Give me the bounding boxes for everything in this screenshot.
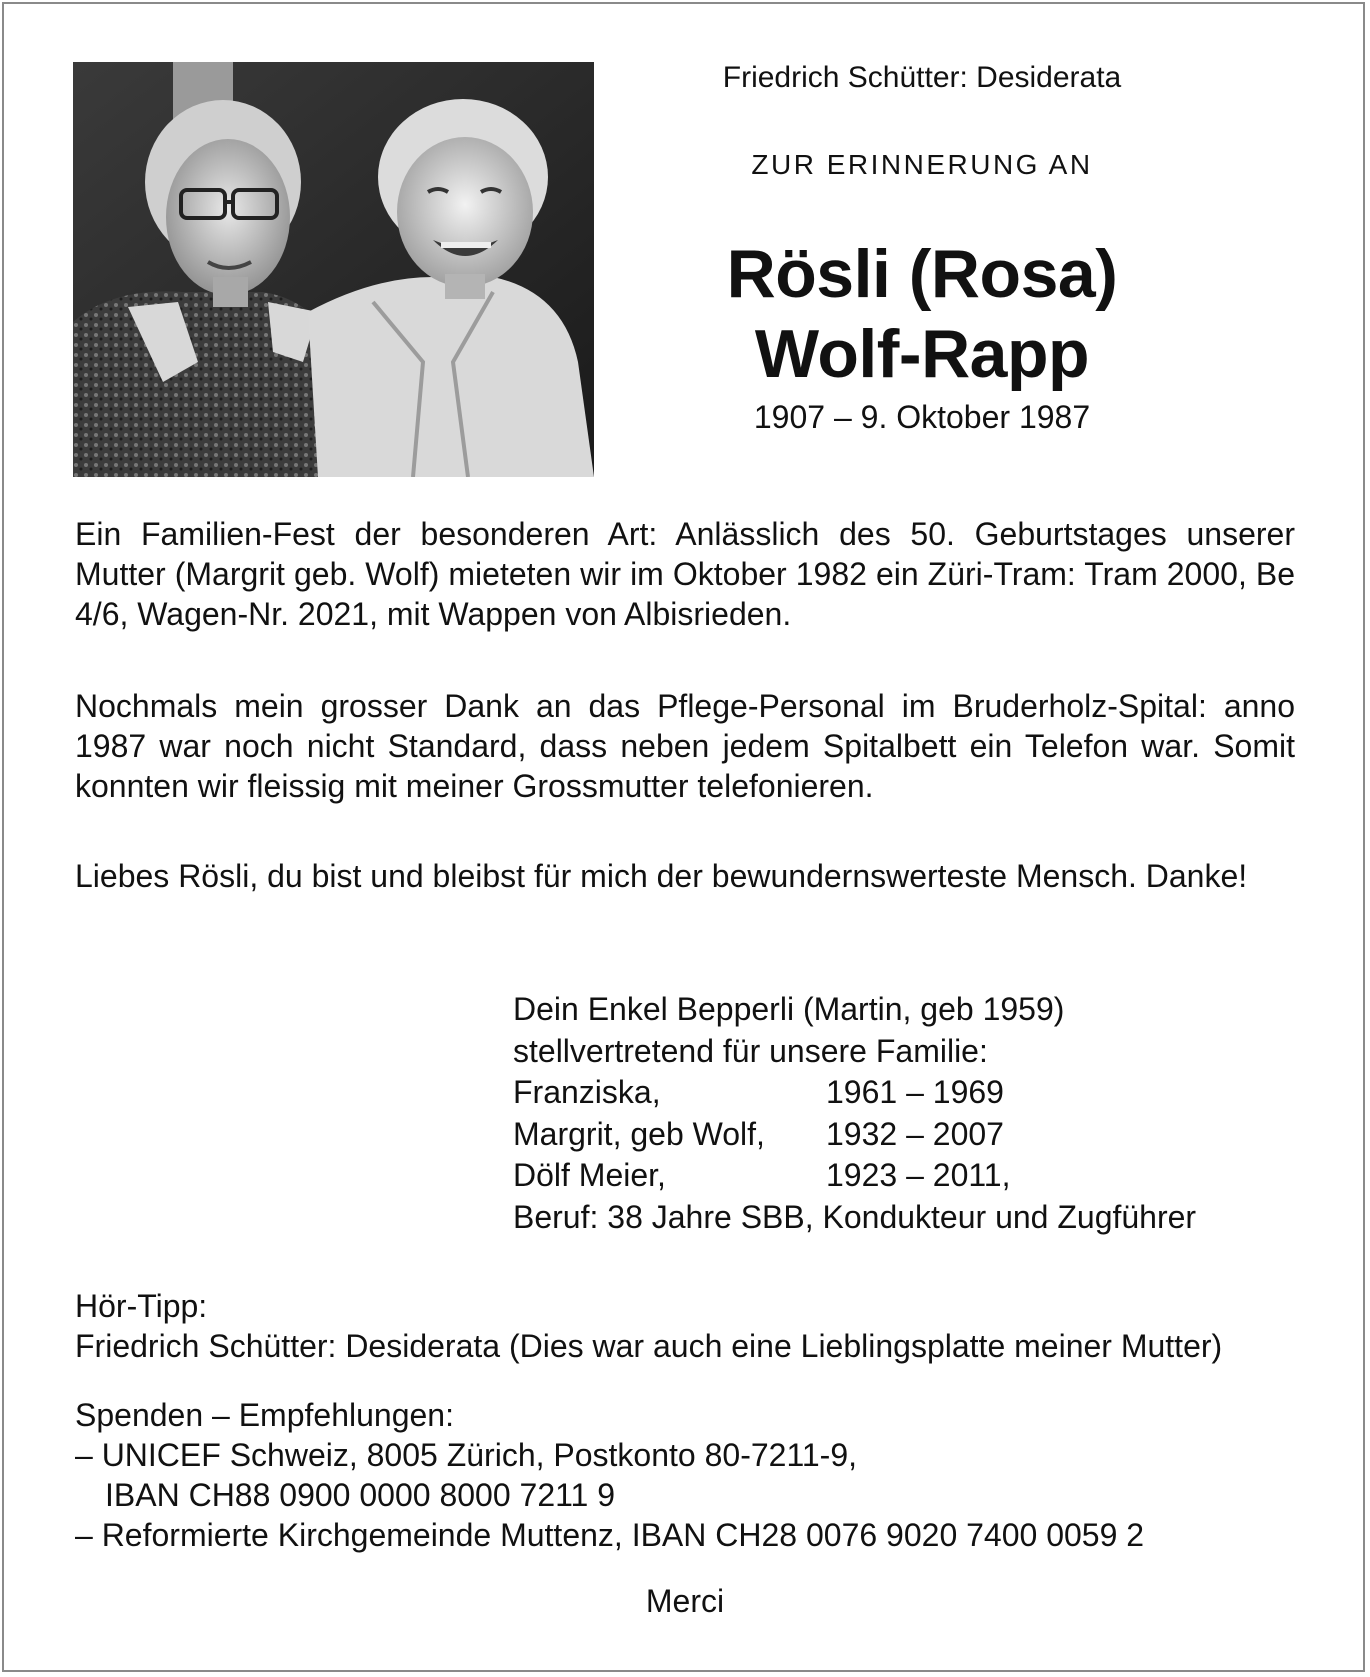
deceased-name [630, 234, 1214, 394]
listening-tip-text: Friedrich Schütter: Desiderata (Dies war auch eine Lieblingsplatte meiner Mutter) [75, 1328, 1223, 1364]
family-member-years: 1932 – 2007 [826, 1115, 1004, 1152]
donation-unicef-iban: IBAN CH88 0900 0000 8000 7211 9 [105, 1477, 616, 1513]
donation-church: – Reformierte Kirchgemeinde Muttenz, IBAN CH28 0076 9020 7400 0059 2 [75, 1517, 1145, 1553]
paragraph-dedication: Liebes Rösli, du bist und bleibst für mich der bewundernswerteste Mensch. Danke! [75, 858, 1248, 894]
paragraph-family-fest: Ein Familien-Fest der besonderen Art: Anlässlich des 50. Geburtstages unserer Mutter (Margrit geb. Wolf) mieteten wir im Oktober 1982 ein Züri-Tram: Tram 2000, Be 4/6, Wagen-Nr. 2021, mit Wappen von Albisrieden. [75, 516, 1295, 632]
family-member-years: 1961 – 1969 [826, 1074, 1004, 1110]
family-member-name: Franziska, [513, 1074, 661, 1110]
donation-unicef: – UNICEF Schweiz, 8005 Zürich, Postkonto 80-7211-9, [75, 1437, 857, 1473]
life-dates: 1907 – 9. Oktober 1987 [753, 399, 1091, 435]
header-subtitle: Friedrich Schütter: Desiderata [722, 61, 1122, 94]
signature-line1: Dein Enkel Bepperli (Martin, geb 1959) [513, 991, 1065, 1027]
family-member-name: Margrit, geb Wolf, [513, 1115, 765, 1152]
donations-label: Spenden – Empfehlungen: [75, 1397, 454, 1433]
donations [75, 1395, 1315, 1555]
header-remember: ZUR ERINNERUNG AN [751, 149, 1093, 180]
closing-merci: Merci [645, 1583, 725, 1619]
portrait-photo [73, 62, 594, 477]
family-member-row [513, 1155, 1313, 1197]
signature-line2: stellvertretend für unsere Familie: [513, 1032, 988, 1069]
signature-block [513, 989, 1313, 1238]
family-member-name: Dölf Meier, [513, 1157, 666, 1193]
family-member-years: 1923 – 2011, [826, 1157, 1011, 1193]
family-member-row [513, 1072, 1313, 1114]
paragraph-thanks: Nochmals mein grosser Dank an das Pflege-Personal im Bruderholz-Spital: anno 1987 war noch nicht Standard, dass neben jedem Spitalbett ein Telefon war. Somit konnten wir fleissig mit meiner Grossmutter telefonieren. [75, 688, 1295, 804]
family-member-row [513, 1114, 1313, 1156]
portrait-photo-image [73, 62, 594, 477]
listening-tip [75, 1286, 1315, 1366]
deceased-name-line2: Wolf-Rapp [754, 316, 1090, 392]
signature-profession: Beruf: 38 Jahre SBB, Kondukteur und Zugführer [513, 1198, 1197, 1235]
listening-tip-label: Hör-Tipp: [75, 1288, 208, 1324]
deceased-name-line1: Rösli (Rosa) [726, 236, 1118, 312]
